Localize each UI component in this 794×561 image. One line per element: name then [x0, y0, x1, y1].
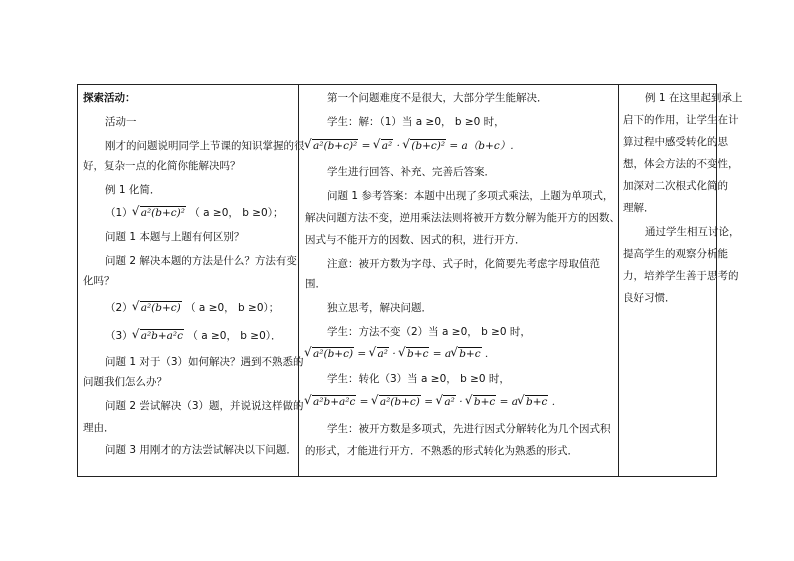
radical-expression: √ a²b+a²c [140, 329, 184, 342]
question-line: 问题 1 对于（3）如何解决？遇到不熟悉的 [105, 356, 304, 368]
activity-line: 活动一 [105, 116, 137, 128]
example-item-3: （3）√ a²b+a²c （ a ≥0， b ≥0）． [83, 329, 282, 343]
question-line: 理由． [83, 422, 115, 434]
intent-line: 理解． [623, 202, 655, 214]
student-line: 独立思考，解决问题． [327, 302, 432, 314]
example-title: 例 1 化简． [105, 184, 161, 196]
question-line: 问题 2 解决本题的方法是什么？方法有变 [105, 255, 297, 267]
intent-line: 例 1 在这里起到承上 [645, 92, 743, 104]
intent-line: 想，体会方法的不变性， [623, 158, 739, 170]
activity-column [78, 85, 305, 476]
student-line: 解决问题方法不变，逆用乘法法则将被开方数分解为能开方的因数、 [305, 212, 620, 224]
intent-line: 加深对二次根式化简的 [623, 180, 728, 192]
student-line: 学生进行回答、补充、完善后答案． [327, 166, 495, 178]
intent-line: 算过程中感受转化的思 [623, 136, 728, 148]
student-line: 注意：被开方数为字母、式子时，化简要先考虑字母取值范 [327, 258, 600, 270]
student-line: 学生：被开方数是多项式，先进行因式分解转化为几个因式积 [327, 423, 611, 435]
equation-1: √ a²(b+c)² = √ a² · √ (b+c)² = a（b+c）. [305, 139, 514, 153]
design-intent-column [619, 85, 743, 476]
activity-line: 刚才的问题说明同学上节课的知识掌握的很 [105, 140, 305, 152]
student-line: 的形式，才能进行开方．不熟悉的形式转化为熟悉的形式． [305, 445, 578, 457]
lesson-table [77, 84, 743, 477]
radical-expression: √ a²(b+c) [140, 301, 182, 314]
intent-line: 提高学生的观察分析能 [623, 248, 728, 260]
intent-line: 良好习惯． [623, 292, 676, 304]
question-line: 化吗？ [83, 275, 115, 287]
question-line: 问题 3 用刚才的方法尝试解决以下问题． [105, 444, 297, 456]
intent-line: 启下的作用，让学生在计 [623, 114, 739, 126]
student-activity-column [299, 85, 619, 476]
student-line: 学生：解：（1）当 a ≥0， b ≥0 时， [327, 116, 505, 128]
student-line: 第一个问题难度不是很大，大部分学生能解决． [327, 92, 548, 104]
student-line: 学生：方法不变（2）当 a ≥0， b ≥0 时， [327, 326, 531, 338]
student-line: 问题 1 参考答案：本题中出现了多项式乘法，上题为单项式， [327, 190, 614, 202]
intent-line: 通过学生相互讨论， [645, 226, 740, 238]
student-line: 学生：转化（3）当 a ≥0， b ≥0 时， [327, 373, 510, 385]
example-item-2: （2）√ a²(b+c) （ a ≥0， b ≥0）； [83, 301, 279, 315]
question-line: 问题 2 尝试解决（3）题，并说说这样做的 [105, 400, 304, 412]
activity-line: 好，复杂一点的化简你能解决吗？ [83, 160, 241, 172]
intent-line: 力，培养学生善于思考的 [623, 270, 739, 282]
student-line: 因式与不能开方的因数、因式的积，进行开方． [305, 234, 526, 246]
activity-heading: 探索活动： [83, 92, 136, 104]
question-line: 问题我们怎么办？ [83, 376, 167, 388]
example-item-1: （1）√ a²(b+c)² （ a ≥0， b ≥0）； [83, 206, 283, 220]
radical-expression: √ a²(b+c)² [140, 206, 186, 219]
student-line: 围． [305, 278, 326, 290]
equation-2: √ a²(b+c) = √ a² · √ b+c = a√ b+c . [305, 347, 488, 361]
equation-3: √ a²b+a²c = √ a²(b+c) = √ a² · √ b+c = a√ b+c . [305, 395, 555, 409]
question-line: 问题 1 本题与上题有何区别？ [105, 231, 245, 243]
